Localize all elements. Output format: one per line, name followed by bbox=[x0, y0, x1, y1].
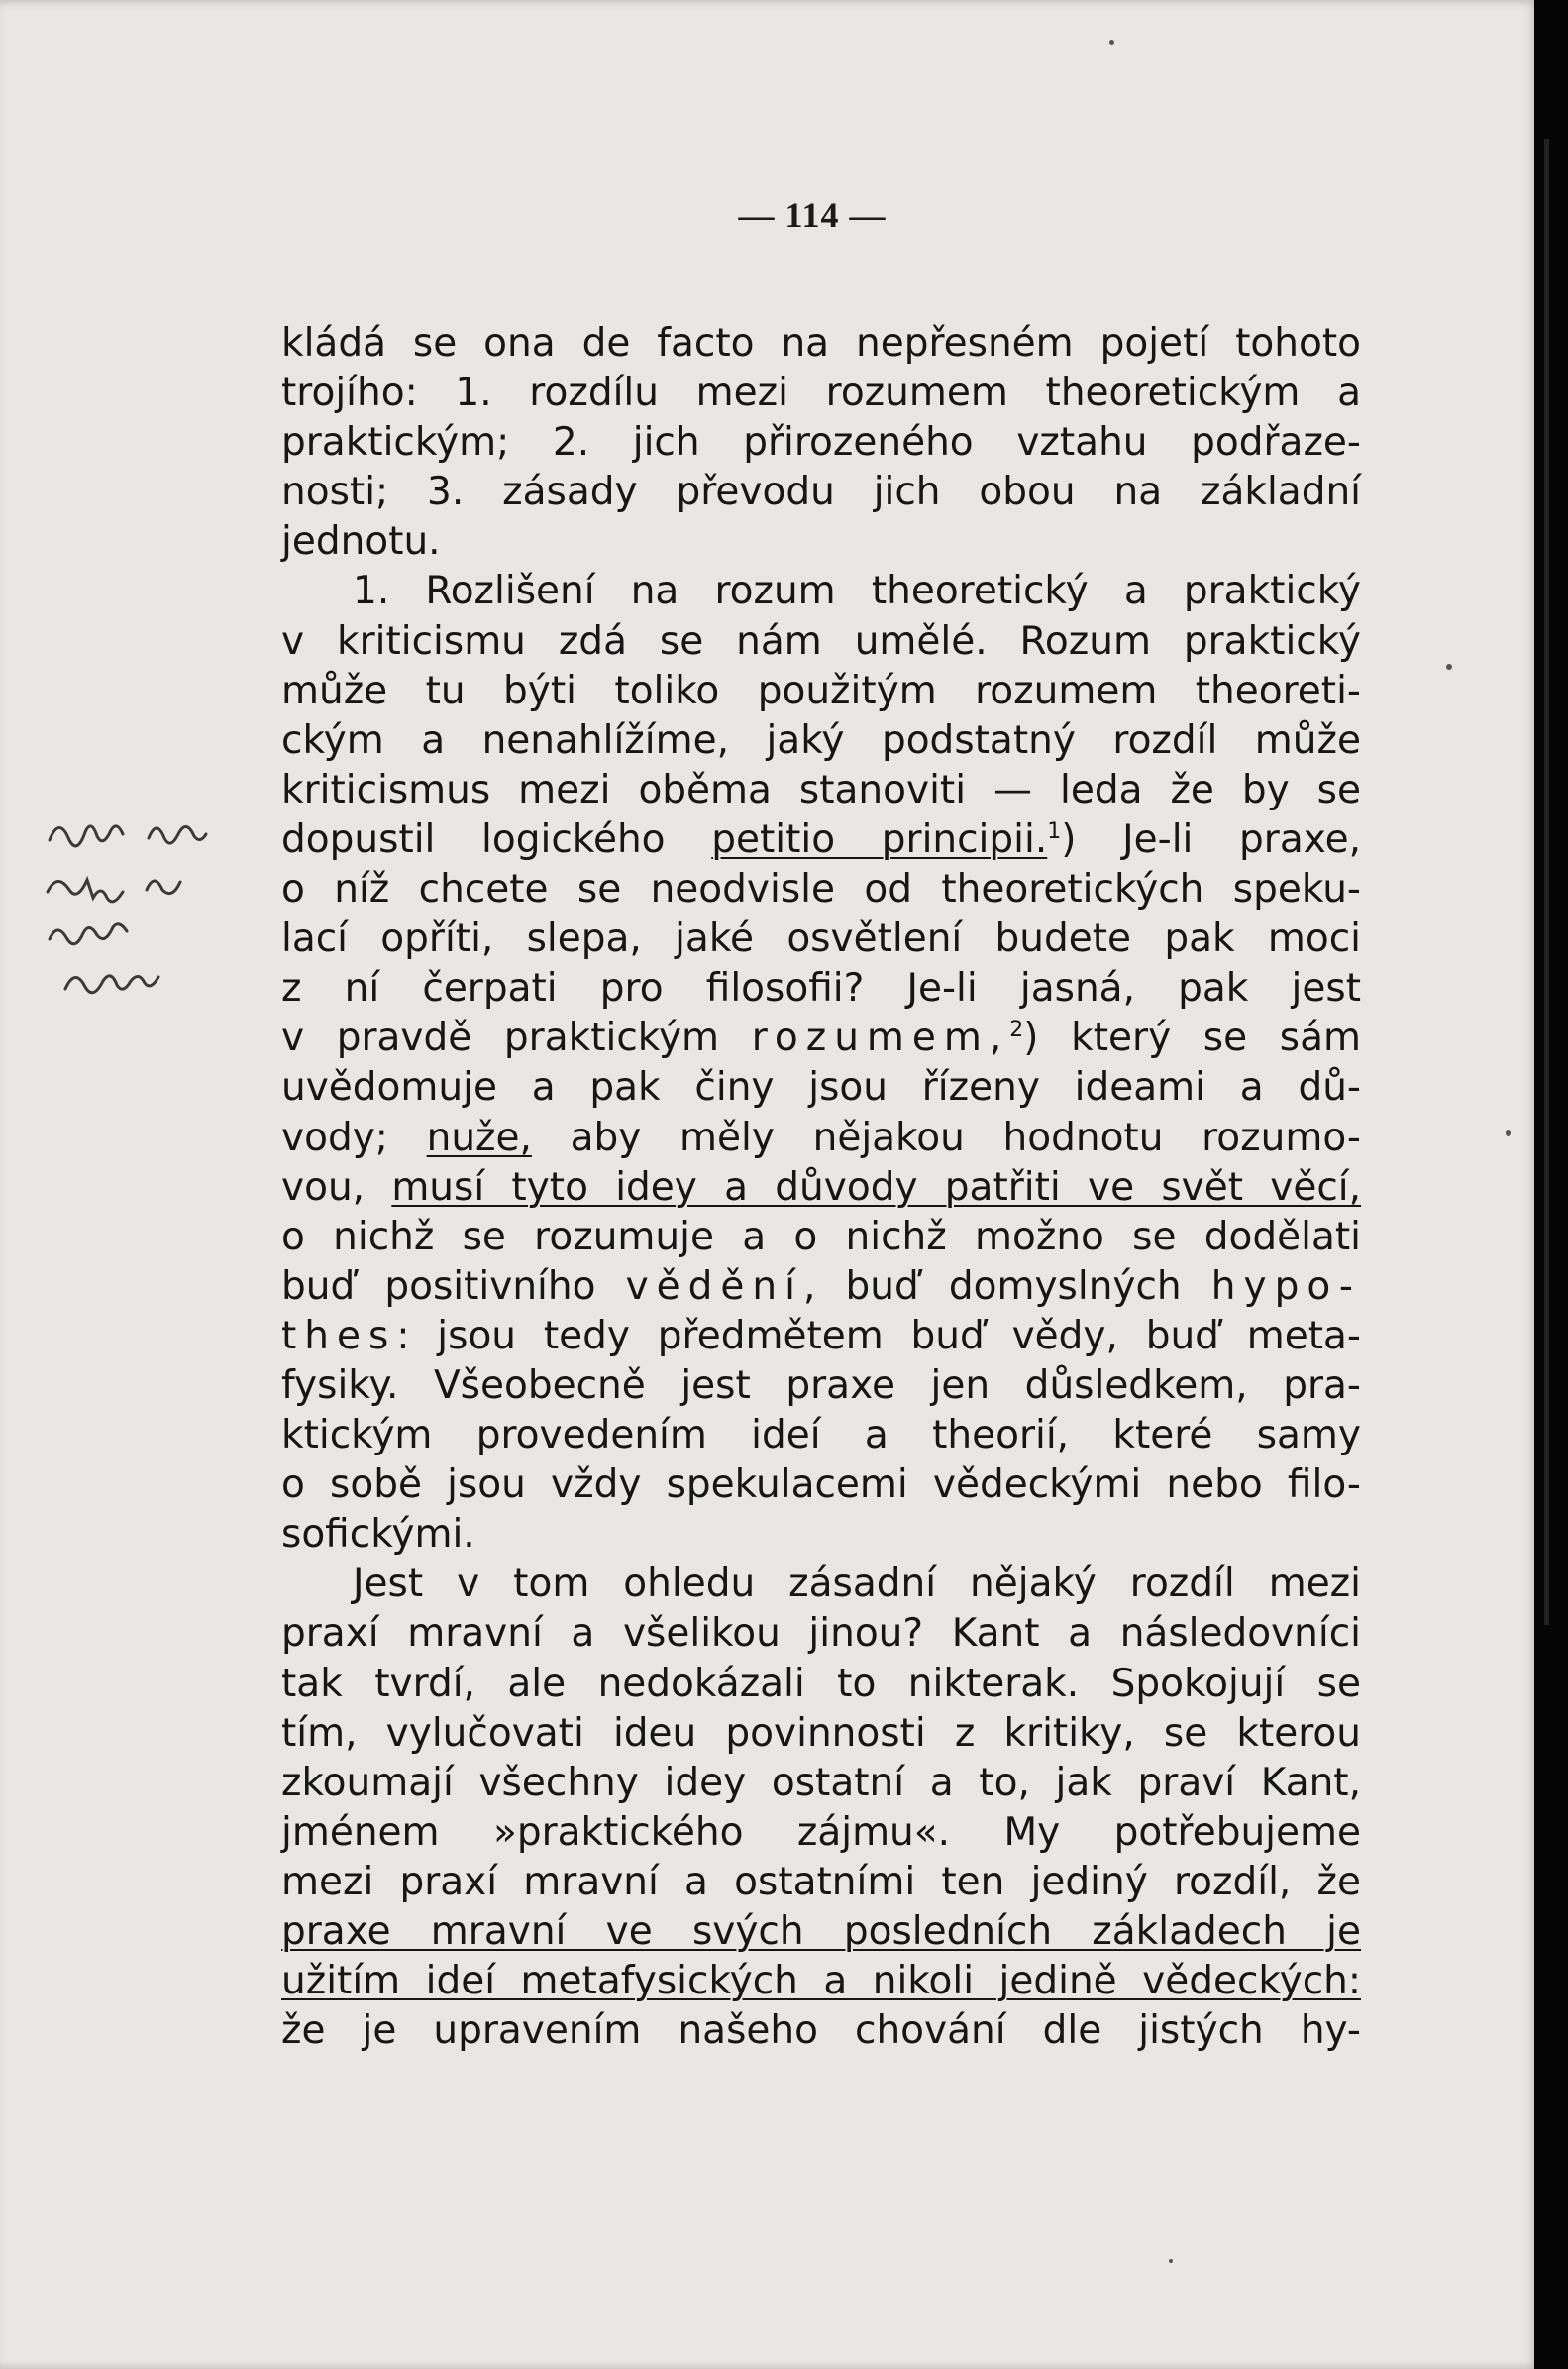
page-number: — 114 — bbox=[738, 195, 887, 235]
text-line: tím, vylučovati ideu povinnosti z kritiky, se kterou bbox=[281, 1710, 1361, 1756]
text-line: o sobě jsou vždy spekulacemi vědeckými nebo filo- bbox=[281, 1462, 1361, 1508]
handwritten-margin-note bbox=[30, 801, 277, 999]
text-line: o níž chcete se neodvisle od theoretických speku- bbox=[281, 867, 1361, 913]
paper-speck bbox=[1506, 1130, 1511, 1136]
text-line bbox=[281, 1014, 1361, 1063]
text-line bbox=[281, 1114, 1361, 1163]
spaced-emphasis: thes bbox=[281, 1313, 397, 1358]
text-span: buď positivního bbox=[281, 1263, 626, 1309]
text-line: kriticismus mezi oběma stanoviti — leda že by se bbox=[281, 767, 1361, 812]
paper-speck bbox=[1109, 40, 1114, 45]
text-line: ckým a nenahlížíme, jaký podstatný rozdíl může bbox=[281, 717, 1361, 763]
text-line: z ní čerpati pro filosofii? Je-li jasná, pak jest bbox=[281, 966, 1361, 1012]
text-span: vou, bbox=[281, 1164, 392, 1210]
text-line: jménem »praktického zájmu«. My potřebujeme bbox=[281, 1809, 1361, 1855]
paper-speck bbox=[1169, 2259, 1173, 2263]
text-line: uvědomuje a pak činy jsou řízeny ideami a dů- bbox=[281, 1065, 1361, 1111]
text-line bbox=[281, 815, 1361, 865]
text-line: mezi praxí mravní a ostatními ten jediný rozdíl, že bbox=[281, 1859, 1361, 1904]
text-line: fysiky. Všeobecně jest praxe jen důsledkem, pra- bbox=[281, 1362, 1361, 1408]
text-line bbox=[281, 1262, 1361, 1312]
text-line: Jest v tom ohledu zásadní nějaký rozdíl mezi bbox=[353, 1561, 1361, 1607]
underlined-phrase: petitio principii. bbox=[711, 816, 1048, 862]
text-line: praxí mravní a všelikou jinou? Kant a následovníci bbox=[281, 1611, 1361, 1657]
text-span: vody; bbox=[281, 1115, 427, 1160]
underlined-phrase: musí tyto idey a důvody patřiti ve svět věcí, bbox=[391, 1164, 1362, 1210]
text-line: užitím ideí metafysických a nikoli jedině vědeckých: bbox=[281, 1959, 1361, 2004]
text-line: praxe mravní ve svých posledních základech je bbox=[281, 1909, 1361, 1954]
spine-line bbox=[1544, 139, 1549, 1625]
text-line: ktickým provedením ideí a theorií, které samy bbox=[281, 1413, 1361, 1458]
text-line: praktickým; 2. jich přirozeného vztahu podřaze- bbox=[281, 420, 1361, 466]
spaced-emphasis: hypo- bbox=[1210, 1263, 1361, 1309]
text-line bbox=[281, 1312, 1361, 1361]
text-line: sofickými. bbox=[281, 1512, 475, 1558]
paper-speck bbox=[1446, 664, 1452, 670]
text-line: že je upravením našeho chování dle jistých hy- bbox=[281, 2008, 1361, 2054]
underlined-phrase: nuže, bbox=[426, 1115, 532, 1160]
text-line: může tu býti toliko použitým rozumem theoreti- bbox=[281, 668, 1361, 713]
text-line: o nichž se rozumuje a o nichž možno se dodělati bbox=[281, 1214, 1361, 1259]
text-span: aby měly nějakou hodnotu rozumo- bbox=[531, 1115, 1361, 1160]
text-line: tak tvrdí, ale nedokázali to nikterak. Spokojují se bbox=[281, 1661, 1361, 1706]
text-line: zkoumají všechny idey ostatní a to, jak praví Kant, bbox=[281, 1760, 1361, 1805]
text-line: trojího: 1. rozdílu mezi rozumem theoretickým a bbox=[281, 371, 1361, 416]
text-line: lací opříti, slepa, jaké osvětlení budete pak moci bbox=[281, 916, 1361, 962]
text-line bbox=[281, 1163, 1361, 1213]
text-span: , buď domyslných bbox=[802, 1263, 1211, 1309]
text-span: dopustil logického bbox=[281, 816, 712, 862]
text-line: kládá se ona de facto na nepřesném pojetí tohoto bbox=[281, 321, 1361, 366]
book-spine-edge bbox=[1534, 0, 1568, 2369]
text-line: jednotu. bbox=[281, 519, 441, 565]
text-line: v kriticismu zdá se nám umělé. Rozum praktický bbox=[281, 618, 1361, 664]
text-span: ) který se sám bbox=[1023, 1016, 1361, 1061]
handwriting-scribble-icon bbox=[30, 801, 277, 999]
footnote-ref: 2 bbox=[1009, 1018, 1024, 1043]
spaced-emphasis: rozumem, bbox=[751, 1016, 1010, 1061]
text-line: nosti; 3. zásady převodu jich obou na základní bbox=[281, 470, 1361, 515]
body-text bbox=[281, 319, 1361, 2056]
text-span: v pravdě praktickým bbox=[281, 1016, 752, 1061]
text-span: ) Je-li praxe, bbox=[1061, 816, 1362, 862]
spaced-emphasis: vědění bbox=[625, 1263, 803, 1309]
text-line: 1. Rozlišení na rozum theoretický a praktický bbox=[353, 569, 1361, 614]
text-span: : jsou tedy předmětem buď vědy, buď meta- bbox=[396, 1313, 1361, 1358]
footnote-ref: 1 bbox=[1047, 818, 1062, 844]
